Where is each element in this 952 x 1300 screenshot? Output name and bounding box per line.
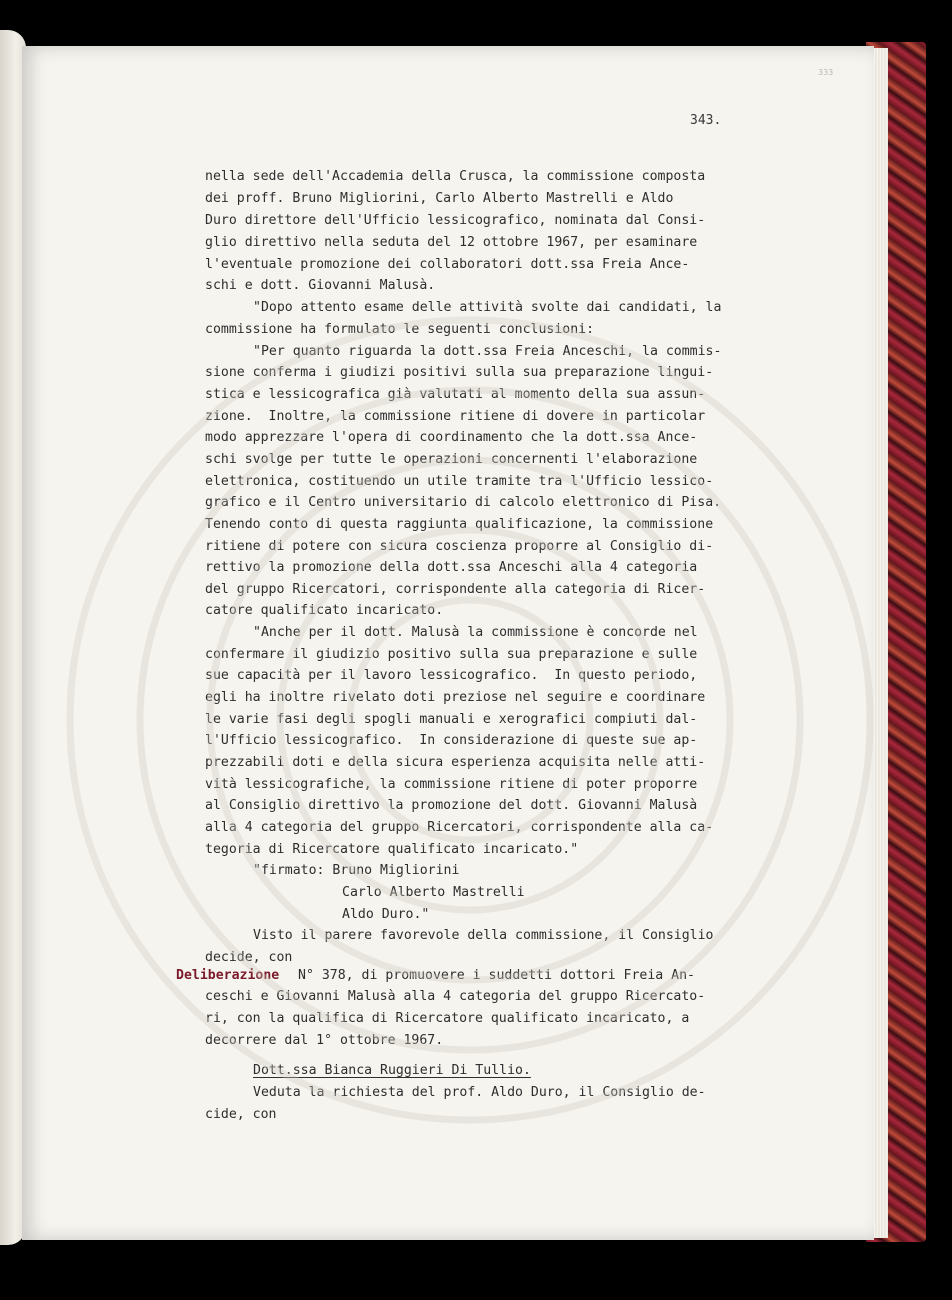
text-line: elettronica, costituendo un utile tramite tra l'Ufficio lessico-	[205, 474, 714, 489]
text-line: Dott.ssa Bianca Ruggieri Di Tullio.	[253, 1063, 531, 1078]
text-line: ritiene di potere con sicura coscienza proporre al Consiglio di-	[205, 539, 714, 554]
text-line: "Dopo attento esame delle attività svolte dai candidati, la	[253, 300, 722, 315]
text-line: sue capacità per il lavoro lessicografico. In questo periodo,	[205, 668, 698, 683]
text-line: sione conferma i giudizi positivi sulla sua preparazione lingui-	[205, 365, 714, 380]
text-line: catore qualificato incaricato.	[205, 603, 444, 618]
text-line: alla 4 categoria del gruppo Ricercatori, corrispondente alla ca-	[205, 820, 714, 835]
text-line: schi e dott. Giovanni Malusà.	[205, 278, 436, 293]
text-line: zione. Inoltre, la commissione ritiene di dovere in particolar	[205, 409, 706, 424]
text-line: schi svolge per tutte le operazioni concernenti l'elaborazione	[205, 452, 698, 467]
text-line: Visto il parere favorevole della commissione, il Consiglio	[253, 928, 714, 943]
text-line: cide, con	[205, 1107, 277, 1122]
text-line: "firmato: Bruno Migliorini	[253, 863, 460, 878]
text-line: modo apprezzare l'opera di coordinamento che la dott.ssa Ance-	[205, 430, 698, 445]
text-line: stica e lessicografica già valutati al momento della sua assun-	[205, 387, 706, 402]
pencil-page-mark: 333	[818, 68, 834, 77]
text-line: commissione ha formulato le seguenti conclusioni:	[205, 322, 595, 337]
text-line: vità lessicografiche, la commissione ritiene di poter proporre	[205, 777, 698, 792]
text-line: al Consiglio direttivo la promozione del dott. Giovanni Malusà	[205, 798, 698, 813]
text-line: nella sede dell'Accademia della Crusca, la commissione composta	[205, 169, 706, 184]
deliberazione-margin-label: Deliberazione	[176, 968, 280, 983]
text-line: Aldo Duro."	[342, 907, 430, 922]
text-line: decorrere dal 1° ottobre 1967.	[205, 1033, 444, 1048]
text-line: prezzabili doti e della sicura esperienza acquisita nelle atti-	[205, 755, 706, 770]
text-line: del gruppo Ricercatori, corrispondente alla categoria di Ricer-	[205, 582, 706, 597]
text-line: ceschi e Giovanni Malusà alla 4 categoria del gruppo Ricercato-	[205, 989, 706, 1004]
text-line: glio direttivo nella seduta del 12 ottobre 1967, per esaminare	[205, 235, 698, 250]
text-line: Tenendo conto di questa raggiunta qualificazione, la commissione	[205, 517, 714, 532]
text-line: confermare il giudizio positivo sulla sua preparazione e sulle	[205, 647, 698, 662]
text-line: le varie fasi degli spogli manuali e xerografici compiuti dal-	[205, 712, 698, 727]
text-line: Duro direttore dell'Ufficio lessicografico, nominata dal Consi-	[205, 213, 706, 228]
text-line: "Anche per il dott. Malusà la commissione è concorde nel	[253, 625, 698, 640]
text-line: l'Ufficio lessicografico. In considerazione di queste sue ap-	[205, 733, 698, 748]
text-line: N° 378, di promuovere i suddetti dottori Freia An-	[298, 968, 695, 983]
text-line: dei proff. Bruno Migliorini, Carlo Alberto Mastrelli e Aldo	[205, 191, 674, 206]
text-line: egli ha inoltre rivelato doti preziose nel seguire e coordinare	[205, 690, 706, 705]
text-line: rettivo la promozione della dott.ssa Anceschi alla 4 categoria	[205, 560, 698, 575]
text-line: Veduta la richiesta del prof. Aldo Duro, il Consiglio de-	[253, 1085, 706, 1100]
text-line: l'eventuale promozione dei collaboratori dott.ssa Freia Ance-	[205, 257, 690, 272]
text-line: decide, con	[205, 950, 293, 965]
text-line: ri, con la qualifica di Ricercatore qualificato incaricato, a	[205, 1011, 690, 1026]
text-line: grafico e il Centro universitario di calcolo elettronico di Pisa.	[205, 495, 722, 510]
page-number: 343.	[690, 113, 722, 128]
text-line: tegoria di Ricercatore qualificato incaricato."	[205, 842, 579, 857]
text-line: "Per quanto riguarda la dott.ssa Freia Anceschi, la commis-	[253, 344, 722, 359]
text-line: Carlo Alberto Mastrelli	[342, 885, 525, 900]
